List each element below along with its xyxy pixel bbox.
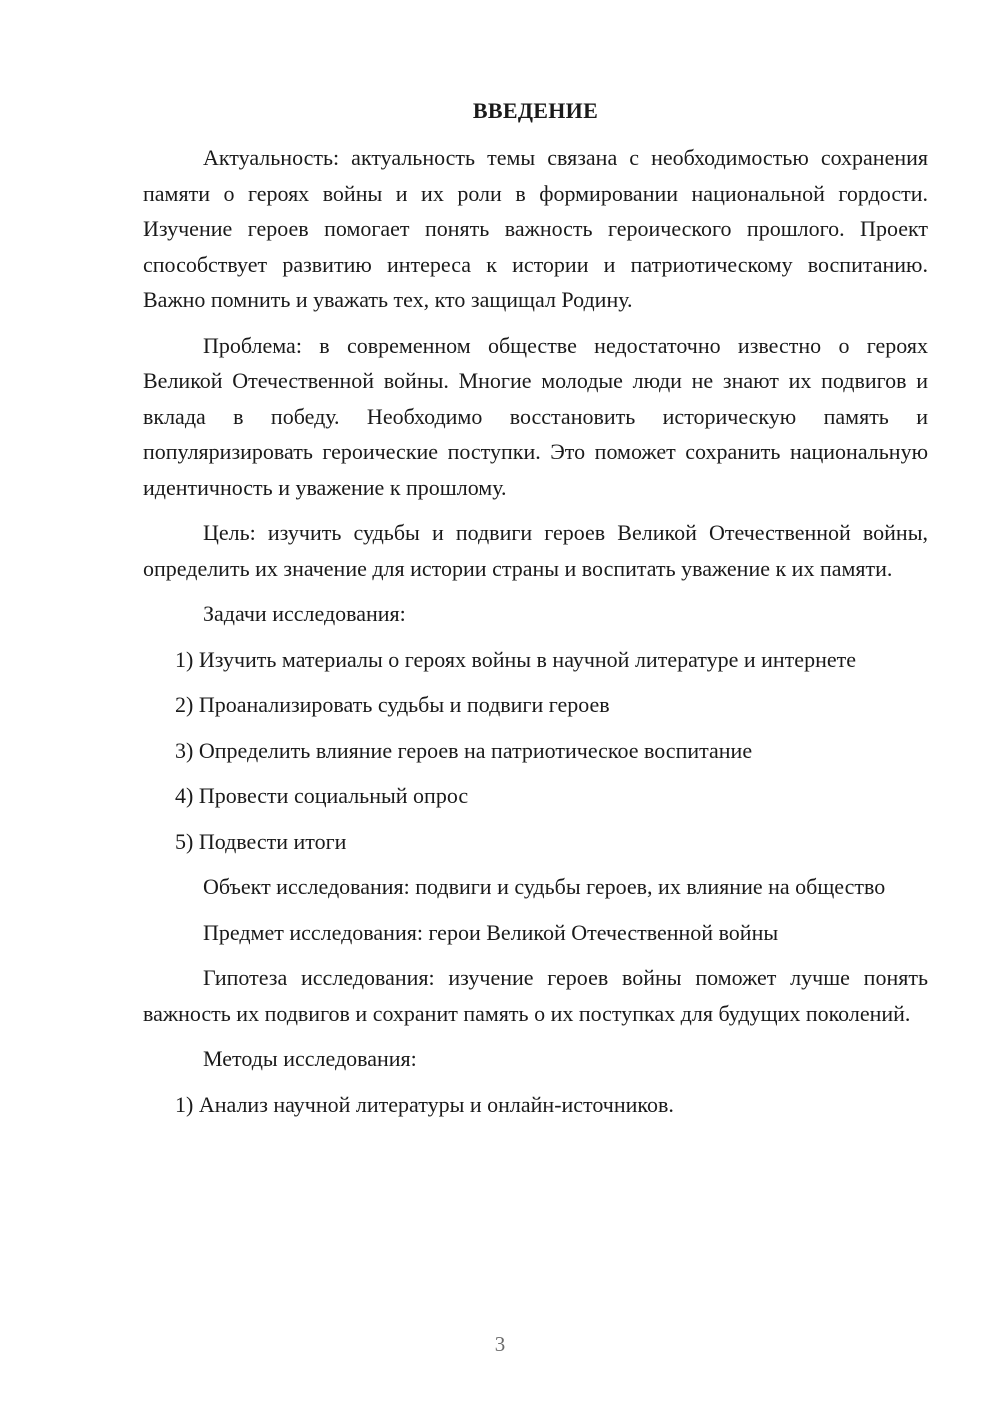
task-item-5: 5) Подвести итоги (175, 828, 347, 854)
relevance-paragraph: Актуальность: актуальность темы связана с необходимостью сохранения памяти о героях войны и их роли в формировании национальной гордости. Изучение героев помогает понять важность героического прошлого. Проект способствует развитию интереса к истории и патриотическому воспитанию. Важно помнить и уважать тех, кто защищал Родину. (143, 145, 928, 312)
section-title: ВВЕДЕНИЕ (472, 98, 599, 123)
hypothesis-paragraph: Гипотеза исследования: изучение героев войны поможет лучше понять важность их подвигов и сохранит память о их поступках для будущих поколений. (143, 965, 928, 1026)
document-page (143, 94, 928, 1132)
page-number: 3 (494, 1332, 506, 1356)
task-item-1: 1) Изучить материалы о героях войны в научной литературе и интернете (175, 646, 856, 672)
methods-heading: Методы исследования: (203, 1046, 417, 1071)
problem-paragraph: Проблема: в современном обществе недостаточно известно о героях Великой Отечественной войны. Многие молодые люди не знают их подвигов и вклада в победу. Необходимо восстановить историческую память и популяризировать героические поступки. Это поможет сохранить национальную идентичность и уважение к прошлому. (143, 332, 928, 500)
subject-paragraph: Предмет исследования: герои Великой Отечественной войны (203, 919, 779, 945)
object-paragraph: Объект исследования: подвиги и судьбы героев, их влияние на общество (203, 874, 886, 899)
task-item-4: 4) Провести социальный опрос (175, 783, 469, 808)
tasks-heading: Задачи исследования: (203, 601, 406, 626)
method-item-1: 1) Анализ научной литературы и онлайн-источников. (175, 1091, 674, 1117)
goal-paragraph: Цель: изучить судьбы и подвиги героев Великой Отечественной войны, определить их значение для истории страны и воспитать уважение к их памяти. (143, 520, 928, 581)
task-item-3: 3) Определить влияние героев на патриотическое воспитание (175, 737, 753, 763)
task-item-2: 2) Проанализировать судьбы и подвиги героев (175, 692, 610, 717)
